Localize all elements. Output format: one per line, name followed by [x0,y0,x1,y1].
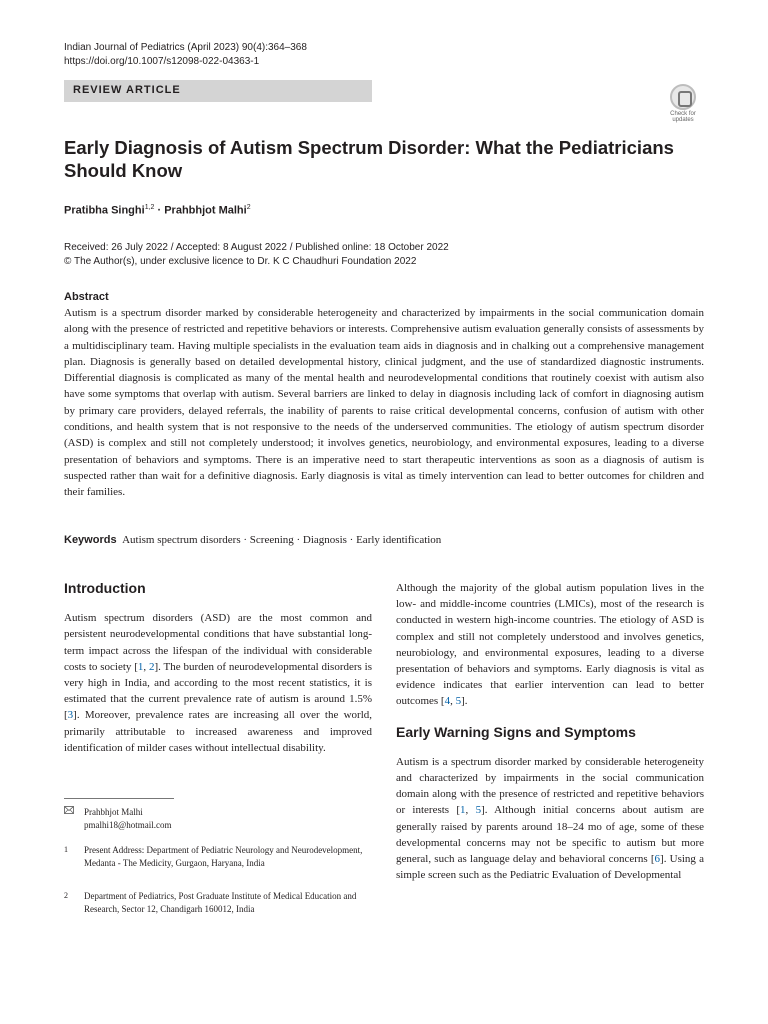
affiliation-footnote-2 [64,890,364,915]
text-run: Autism spectrum disorders (ASD) are the most common and persistent neurodevelopmental conditions that have substantial long-term impact across the lifespan of the individual with considerable costs to society [ [64,612,372,673]
early-warning-heading: Early Warning Signs and Symptoms [396,723,636,740]
body-paragraph [396,580,704,710]
publication-history: Received: 26 July 2022 / Accepted: 8 August 2022 / Published online: 18 October 2022 [64,242,449,253]
corresponding-author-name: Prahbhjot Malhi [84,807,143,817]
affiliation-footnote-1 [64,844,364,869]
affiliation-text: Department of Pediatrics, Post Graduate Institute of Medical Education and Research, Sector 12, Chandigarh 160012, India [84,891,357,914]
citation-link[interactable]: 1 [460,804,466,817]
affiliation-text: Present Address: Department of Pediatric Neurology and Neurodevelopment, Medanta - The Medicity, Gurgaon, Haryana, India [84,845,363,868]
author-name[interactable]: Prahbhjot Malhi [164,204,247,217]
citation-link[interactable]: 1 [137,660,144,673]
footnote-divider [64,798,174,799]
introduction-paragraph [64,610,372,756]
citation-link[interactable]: 2 [148,660,155,673]
author-name[interactable]: Pratibha Singhi [64,204,145,217]
publication-dates [64,241,449,269]
keywords-label: Keywords [64,534,117,546]
article-type-banner [64,80,372,102]
footnote-marker: 2 [64,891,68,900]
citation-link[interactable]: 4 [444,695,451,708]
text-run: ]. Although initial concerns about autism are generally raised by parents around 18–24 mo of age, some of these developmental concerns may not be specific to autism but more general, such as language delay and behavioral concerns [ [396,804,705,866]
article-title: Early Diagnosis of Autism Spectrum Disorder: What the Pediatricians Should Know [64,137,674,181]
citation-link[interactable]: 6 [654,853,661,866]
text-run: Autism is a spectrum disorder marked by considerable heterogeneity and characterized by impairments in the social communication domain along with the presence of restricted and repetitive behaviors or interests [ [396,755,704,817]
author-affiliation: 2 [246,204,251,211]
check-updates-label: Check for updates [670,111,696,123]
text-run: , [143,660,149,673]
author-list [64,204,251,217]
abstract-heading: Abstract [64,291,109,303]
right-column [396,580,704,883]
doi-link[interactable]: https://doi.org/10.1007/s12098-022-04363-1 [64,56,260,67]
citation-link[interactable]: 3 [67,709,74,722]
check-updates-icon [670,84,696,110]
keywords-line [64,534,441,546]
check-for-updates-badge[interactable] [664,84,702,122]
corresponding-author-email[interactable]: pmalhi18@hotmail.com [84,819,172,830]
text-run: ]. Using a simple screen such as the Pediatric Evaluation of Developmental [396,853,705,882]
envelope-icon [64,806,74,819]
journal-citation: Indian Journal of Pediatrics (April 2023) 90(4):364–368 [64,42,307,53]
keywords-list: Autism spectrum disorders · Screening · Diagnosis · Early identification [122,534,442,546]
text-run: , [465,804,476,817]
text-run: ]. Moreover, prevalence rates are increasing all over the world, primarily attributable to increased awareness and improved identification of milder cases without intellectual disability. [64,709,372,754]
text-run: ]. The burden of neurodevelopmental disorders is very high in India, and according to the most recent statistics, it is estimated that the current prevalence rate of autism is around 1.5% [ [64,660,372,722]
citation-link[interactable]: 5 [475,804,482,817]
text-run: , [450,695,456,708]
citation-link[interactable]: 5 [455,695,462,708]
introduction-heading: Introduction [64,580,146,596]
body-paragraph [396,754,704,884]
article-type-label: REVIEW ARTICLE [73,84,181,96]
footnote-marker: 1 [64,845,68,854]
copyright-line: © The Author(s), under exclusive licence to Dr. K C Chaudhuri Foundation 2022 [64,256,417,267]
text-run: Although the majority of the global autism population lives in the low- and middle-income countries (LMICs), most of the research is conducted in western high-income countries. The etiology of ASD is complex and still not completely understood and involves genetics, neurobiology, and environmental exposures, leading to a diverse presentation of behaviors and symptoms. Early diagnosis is vital as evidence indicates that earlier intervention can lead to better outcomes [ [396,582,704,708]
corresponding-author-footnote [64,806,364,831]
author-separator: · [154,204,165,217]
text-run: ]. [461,695,468,708]
journal-header [64,41,307,69]
abstract-text: Autism is a spectrum disorder marked by considerable heterogeneity and characterized by impairments in the social communication domain along with the presence of restricted and repetitive behaviors or interests. Comprehensive autism evaluation generally consists of assessments by a multidisciplinary team. Having multiple specialists in the evaluation team aids in diagnosis and in chalking out a comprehensive management plan. Diagnosis is generally based on detailed developmental history, clinical judgment, and the use of standardized diagnostic instruments. Differential diagnosis is complicated as many of the mental health and neurodevelopmental conditions that routinely coexist with autism also have some symptoms that overlap with autism. Several barriers are linked to delay in diagnosis including lack of comfort in diagnosing autism by primary care providers, delayed referrals, the inability of parents to raise critical developmental concerns, confusion of autism with other conditions, and health system that is not responsive to the needs of the underserved communities. The etiology of autism spectrum disorder (ASD) is complex and still not completely understood; it involves genetics, neurobiology, and environmental exposures, leading to a diverse presentation of behaviors and symptoms. There is an imperative need to start therapeutic interventions as soon as a diagnosis of autism is suspected rather than wait for a definitive diagnosis. Early diagnosis is vital as timely intervention can lead to better outcomes for children and their families. [64,307,704,499]
author-affiliation: 1,2 [144,204,155,211]
left-column [64,580,372,756]
